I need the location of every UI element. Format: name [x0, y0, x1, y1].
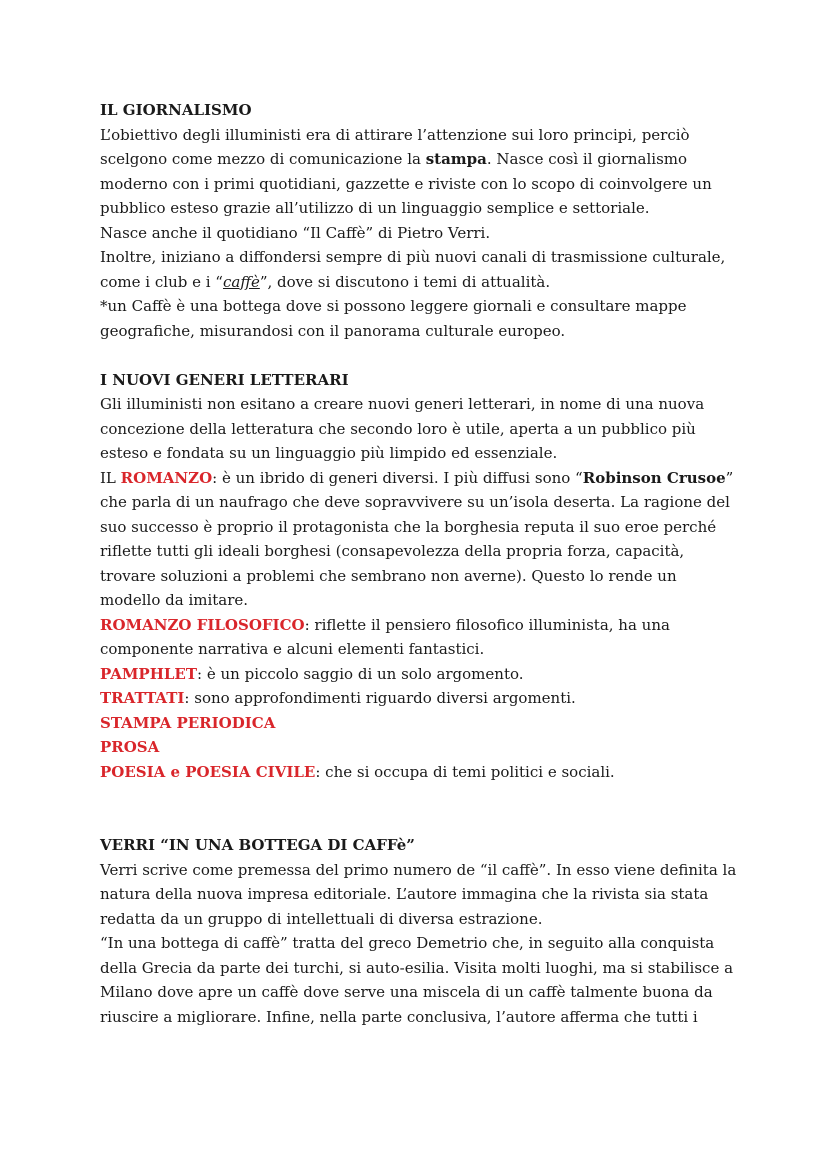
paragraph-trattati: [100, 686, 740, 711]
label-stampa-periodica: STAMPA PERIODICA: [100, 713, 276, 732]
section-giornalismo: [100, 98, 740, 343]
paragraph-romanzo-filosofico: [100, 613, 740, 662]
text-run: : riflette il pensiero filosofico illuminista, ha una componente narrativa e alcuni elementi fantastici.: [100, 615, 670, 658]
text-run: : è un piccolo saggio di un solo argomento.: [197, 664, 524, 683]
heading-giornalismo: IL GIORNALISMO: [100, 101, 252, 119]
text-run: : è un ibrido di generi diversi. I più diffusi sono “: [212, 468, 583, 487]
paragraph-generi-intro: Gli illuministi non esitano a creare nuovi generi letterari, in nome di una nuova concezione della letteratura che secondo loro è utile, aperta a un pubblico più esteso e fondata su un linguaggio più limpido ed essenziale.: [100, 395, 705, 462]
label-prosa: PROSA: [100, 738, 160, 756]
bold-term-stampa: stampa: [425, 150, 487, 168]
emphasis-caffe: caffè: [222, 272, 260, 291]
document-page: [100, 98, 740, 1029]
text-run: . Nasce così il giornalismo moderno con i primi quotidiani, gazzette e riviste con lo scopo di coinvolgere un pubblico esteso grazie all’utilizzo di un linguaggio semplice e settoriale.: [100, 150, 712, 217]
label-pamphlet: PAMPHLET: [100, 664, 198, 683]
paragraph-verri-2: “In una bottega di caffè” tratta del greco Demetrio che, in seguito alla conquista della Grecia da parte dei turchi, si auto-esilia. Visita molti luoghi, ma si stabilisce a Milano dove apre un caffè dove serve una miscela di un caffè talmente buona da riuscire a migliorare. Infine, nella parte conclusiva, l’autore afferma che tutti i: [100, 934, 734, 1026]
text-run: ” che parla di un naufrago che deve sopravvivere su un’isola deserta. La ragione del suo successo è proprio il protagonista che la borghesia reputa il suo eroe perché riflette tutti gli ideali borghesi (consapevolezza della propria forza, capacità, trovare soluzioni a problemi che sembrano non averne). Questo lo rende un modello da imitare.: [100, 468, 734, 609]
paragraph-romanzo: [100, 466, 740, 613]
paragraph-pamphlet: [100, 662, 740, 687]
text-run: IL: [100, 468, 121, 487]
text-run: Inoltre, iniziano a diffondersi sempre di più nuovi canali di trasmissione culturale, come i club e i “: [100, 248, 726, 291]
label-poesia-civile: POESIA e POESIA CIVILE: [100, 762, 316, 781]
text-run: L’obiettivo degli illuministi era di attirare l’attenzione sui loro principi, perciò scelgono come mezzo di comunicazione la: [100, 125, 690, 168]
paragraph-stampa-periodica: [100, 711, 740, 736]
label-trattati: TRATTATI: [100, 689, 185, 707]
text-run: ”, dove si discutono i temi di attualità.: [259, 272, 551, 291]
paragraph-verri-1: Verri scrive come premessa del primo numero de “il caffè”. In esso viene definita la natura della nuova impresa editoriale. L’autore immagina che la rivista sia stata redatta da un gruppo di intellettuali di diversa estrazione.: [100, 860, 737, 928]
heading-generi-letterari: I NUOVI GENERI LETTERARI: [100, 370, 349, 389]
label-romanzo-filosofico: ROMANZO FILOSOFICO: [100, 615, 305, 634]
paragraph-poesia: [100, 760, 740, 785]
paragraph-giornalismo-2: Nasce anche il quotidiano “Il Caffè” di Pietro Verri.: [100, 223, 491, 242]
heading-verri: VERRI “IN UNA BOTTEGA DI CAFFè”: [100, 836, 415, 854]
section-generi-letterari: [100, 368, 740, 785]
text-run: : che si occupa di temi politici e sociali.: [315, 762, 615, 781]
paragraph-giornalismo-1: [100, 123, 740, 221]
paragraph-prosa: [100, 735, 740, 760]
section-verri: [100, 833, 740, 1029]
paragraph-giornalismo-3: [100, 245, 740, 294]
text-run: : sono approfondimenti riguardo diversi argomenti.: [184, 689, 576, 707]
paragraph-giornalismo-note: *un Caffè è una bottega dove si possono leggere giornali e consultare mappe geografiche, misurandosi con il panorama culturale europeo.: [100, 297, 687, 340]
label-romanzo: ROMANZO: [120, 468, 213, 487]
bold-title-robinson: Robinson Crusoe: [582, 468, 726, 487]
